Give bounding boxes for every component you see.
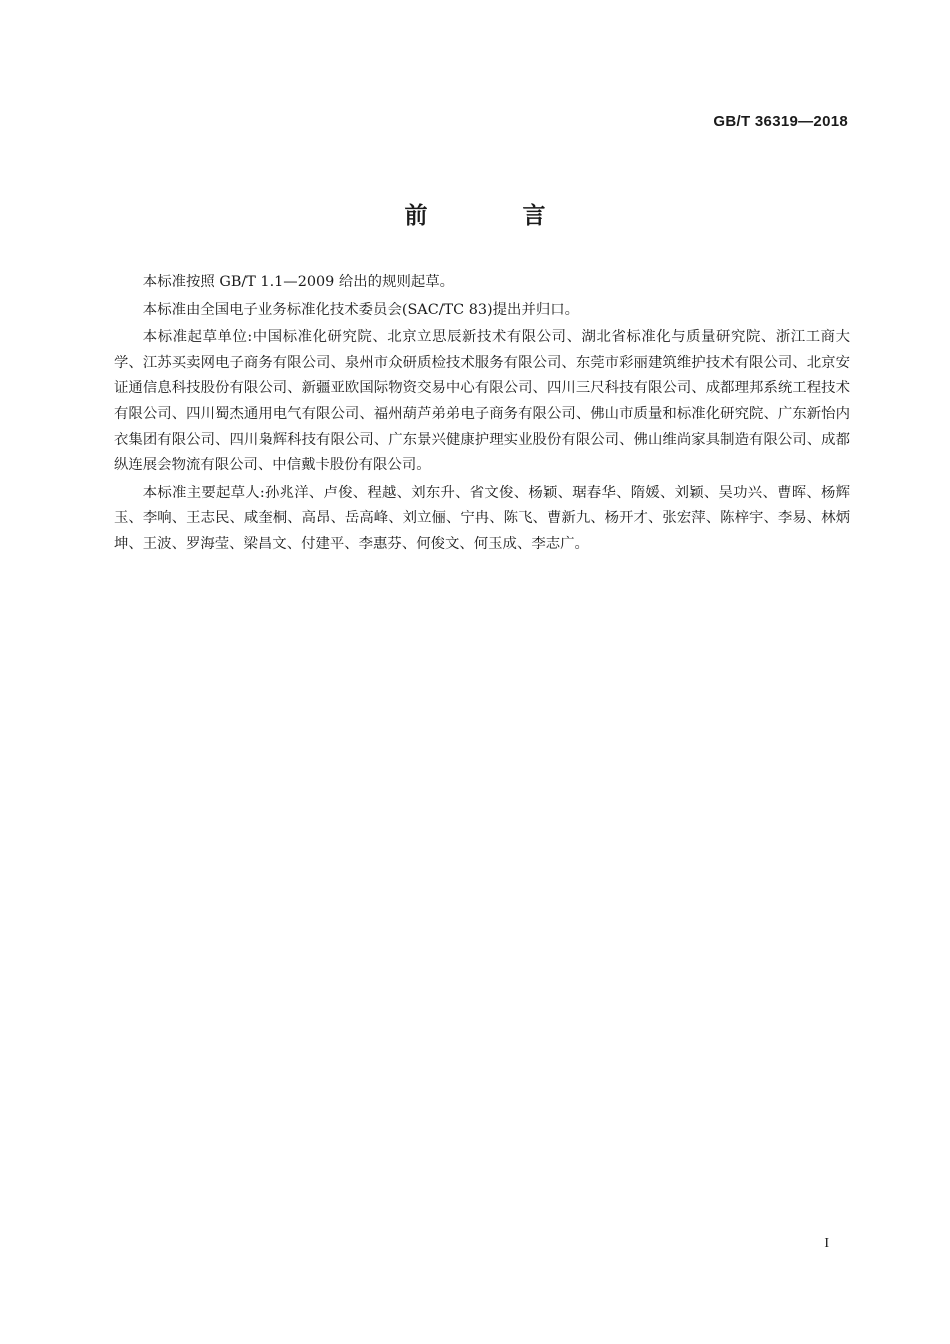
paragraph-main-drafters: 本标准主要起草人:孙兆洋、卢俊、程越、刘东升、省文俊、杨颖、琚春华、隋媛、刘颖、吴功兴、曹晖、杨辉玉、李响、王志民、咸奎桐、高昂、岳高峰、刘立俪、宁冉、陈飞、曹新九、杨开才、张宏萍、陈梓宇、李易、林炳坤、王波、罗海莹、梁昌文、付建平、李惠芬、何俊文、何玉成、李志广。 [114, 484, 850, 552]
page-number: I [824, 1236, 829, 1251]
foreword-body [114, 270, 850, 560]
standard-code: GB/T 36319—2018 [713, 113, 848, 130]
paragraph-drafting-rules: 本标准按照 GB/T 1.1—2009 给出的规则起草。 [142, 274, 455, 290]
paragraph-proposer: 本标准由全国电子业务标准化技术委员会(SAC/TC 83)提出并归口。 [142, 301, 580, 318]
paragraph-drafting-units: 本标准起草单位:中国标准化研究院、北京立思辰新技术有限公司、湖北省标准化与质量研究院、浙江工商大学、江苏买卖网电子商务有限公司、泉州市众研质检技术服务有限公司、东莞市彩丽建筑维护技术有限公司、北京安证通信息科技股份有限公司、新疆亚欧国际物资交易中心有限公司、四川三尺科技有限公司、成都理邦系统工程技术有限公司、四川蜀杰通用电气有限公司、福州葫芦弟弟电子商务有限公司、佛山市质量和标准化研究院、广东新怡内衣集团有限公司、四川枭辉科技有限公司、广东景兴健康护理实业股份有限公司、佛山维尚家具制造有限公司、成都纵连展会物流有限公司、中信戴卡股份有限公司。 [114, 329, 850, 474]
page-title: 前 言 [404, 203, 582, 229]
